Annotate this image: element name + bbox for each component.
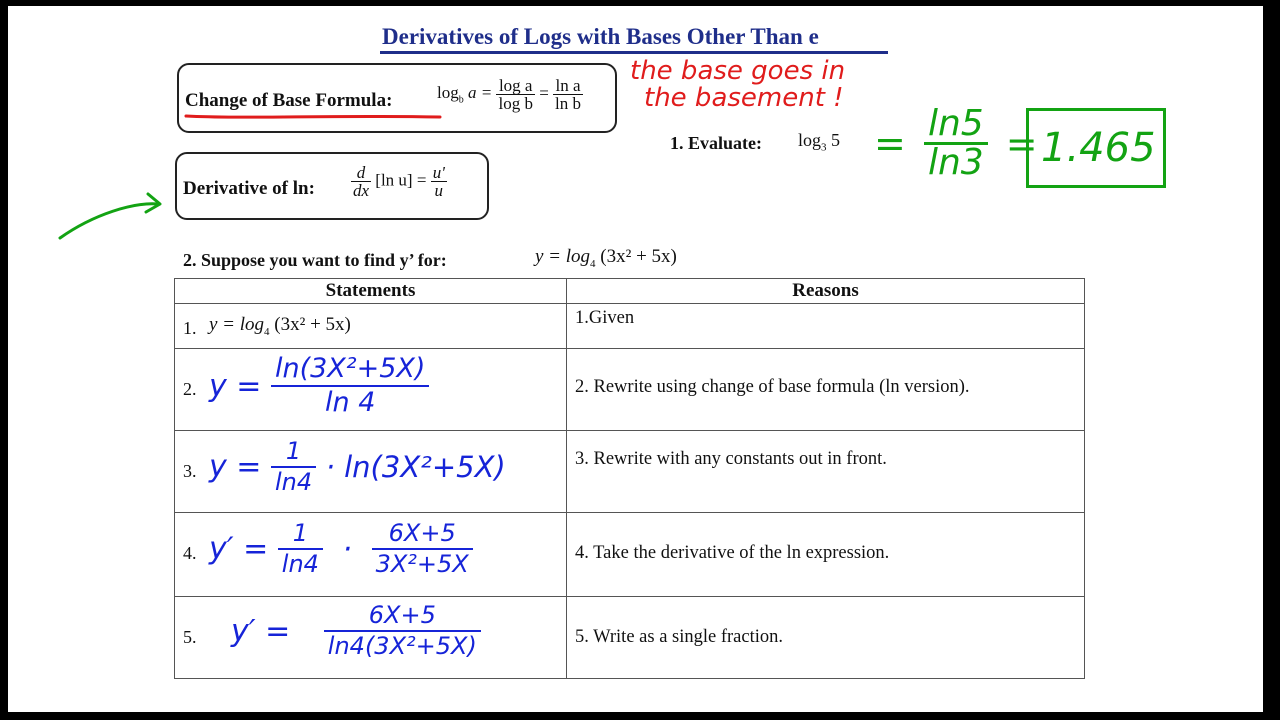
statement-fraction: [271, 355, 429, 418]
frac-numerator: 6X+5: [372, 521, 473, 550]
reason-text: 2. Rewrite using change of base formula (ln version).: [575, 377, 970, 397]
frac-denominator: dx: [353, 181, 370, 200]
change-of-base-formula: [437, 77, 583, 112]
ln-bracket: [ln u] =: [375, 170, 427, 190]
header-statements: Statements: [175, 279, 567, 304]
frac-numerator: 6X+5: [324, 603, 481, 632]
frac-numerator: log a: [496, 77, 534, 95]
page-title: Derivatives of Logs with Bases Other Than e: [382, 24, 819, 49]
derivative-ln-label: Derivative of ln:: [183, 178, 315, 199]
evaluate-log: log: [798, 130, 822, 150]
statement-fraction: [324, 603, 481, 659]
red-underline: [184, 110, 444, 122]
reason-cell: [567, 304, 1085, 349]
d-dx-frac: [351, 164, 371, 199]
problem-2-expression: [535, 246, 677, 270]
derivative-ln-box: [175, 152, 489, 220]
green-equals-1: =: [874, 121, 906, 166]
green-fraction: [924, 103, 988, 183]
statement-lhs: y′ =: [231, 613, 291, 649]
statement-3: [209, 439, 506, 495]
formula-frac-ln: [553, 77, 583, 112]
formula-arg: a =: [467, 83, 493, 103]
reason-text: 3. Rewrite with any constants out in front.: [575, 449, 887, 469]
statement-arg: (3x² + 5x): [274, 314, 351, 335]
row-number: 2.: [183, 379, 197, 399]
frac-numerator: ln(3X²+5X): [271, 355, 429, 387]
table-row: [175, 304, 1085, 349]
statement-lhs: y =: [209, 449, 262, 485]
statement-4: [209, 521, 473, 577]
table-row: [175, 597, 1085, 679]
frac-denominator: u: [434, 181, 443, 200]
problem-2-base: 4: [590, 257, 596, 270]
change-of-base-box: [177, 63, 617, 133]
formula-log: log: [437, 83, 459, 103]
row-number: 4.: [183, 543, 197, 563]
problem-2-y: y = log: [535, 246, 591, 267]
table-header-row: [175, 279, 1085, 304]
table-row: [175, 349, 1085, 431]
derivative-ln-formula: [351, 164, 447, 199]
statement-cell: [175, 513, 567, 597]
statement-cell: [175, 349, 567, 431]
reason-text: 1.Given: [575, 308, 635, 328]
formula-base: b: [458, 94, 464, 106]
statement-fraction-2: [372, 521, 473, 577]
proof-table: [174, 278, 1085, 679]
reason-cell: [567, 597, 1085, 679]
answer-box: [1026, 108, 1166, 188]
frac-numerator: 1: [278, 521, 323, 550]
reason-cell: [567, 349, 1085, 431]
frac-denominator: ln4: [281, 550, 319, 579]
u-prime-frac: [431, 164, 447, 199]
formula-frac-log: [496, 77, 534, 112]
statement-rest: · ln(3X²+5X): [325, 450, 506, 485]
change-of-base-label: Change of Base Formula:: [185, 90, 393, 111]
green-equals-2: =: [1005, 121, 1038, 166]
table-row: [175, 431, 1085, 513]
problem-2-label: 2. Suppose you want to find y’ for:: [183, 250, 447, 270]
reason-cell: [567, 513, 1085, 597]
green-handwritten-solution: [874, 103, 1038, 183]
statement-lhs: y =: [209, 368, 262, 404]
frac-numerator: ln a: [553, 77, 583, 95]
frac-numerator: u': [432, 163, 445, 182]
frac-denominator: ln4(3X²+5X): [327, 632, 477, 661]
statement-fraction: [271, 439, 316, 495]
evaluate-expression: [798, 130, 840, 154]
whiteboard-page: [8, 6, 1263, 712]
evaluate-arg: 5: [831, 130, 841, 150]
reason-cell: [567, 431, 1085, 513]
red-handwritten-note: [630, 58, 845, 112]
row-number: 1.: [183, 318, 197, 338]
row-number: 3.: [183, 461, 197, 481]
reason-text: 4. Take the derivative of the ln expression.: [575, 543, 890, 563]
statement-1: [209, 314, 351, 338]
title-underline: [380, 51, 888, 54]
frac-denominator: log b: [498, 94, 533, 113]
evaluate-base: 3: [821, 141, 827, 154]
statement-5: [231, 603, 481, 659]
green-numerator: ln5: [924, 106, 988, 145]
statement-base: 4: [264, 325, 270, 338]
statement-lhs: y′ =: [209, 531, 269, 567]
statement-cell: [175, 304, 567, 349]
formula-equals: =: [539, 83, 549, 103]
evaluate-label: 1. Evaluate:: [670, 133, 762, 153]
frac-denominator: ln 4: [325, 387, 376, 419]
frac-numerator: 1: [271, 439, 316, 468]
statement-y: y = log: [209, 314, 265, 335]
answer-value: 1.465: [1041, 125, 1156, 171]
statement-cell: [175, 597, 567, 679]
frac-denominator: ln b: [555, 94, 582, 113]
statement-2: [209, 355, 429, 418]
reason-text: 5. Write as a single fraction.: [575, 627, 783, 647]
header-reasons: Reasons: [567, 279, 1085, 304]
note-line-1: the base goes in: [630, 56, 846, 86]
note-line-2: the basement !: [644, 83, 844, 113]
frac-denominator: ln4: [274, 468, 313, 497]
frac-numerator: d: [351, 164, 371, 182]
statement-cell: [175, 431, 567, 513]
statement-fraction-1: [278, 521, 323, 577]
table-row: [175, 513, 1085, 597]
frac-denominator: 3X²+5X: [375, 550, 469, 579]
multiply-dot: ·: [342, 531, 353, 567]
green-arrow-icon: [54, 186, 174, 246]
row-number: 5.: [183, 627, 197, 647]
green-denominator: ln3: [927, 142, 984, 183]
problem-2-arg: (3x² + 5x): [600, 246, 677, 267]
